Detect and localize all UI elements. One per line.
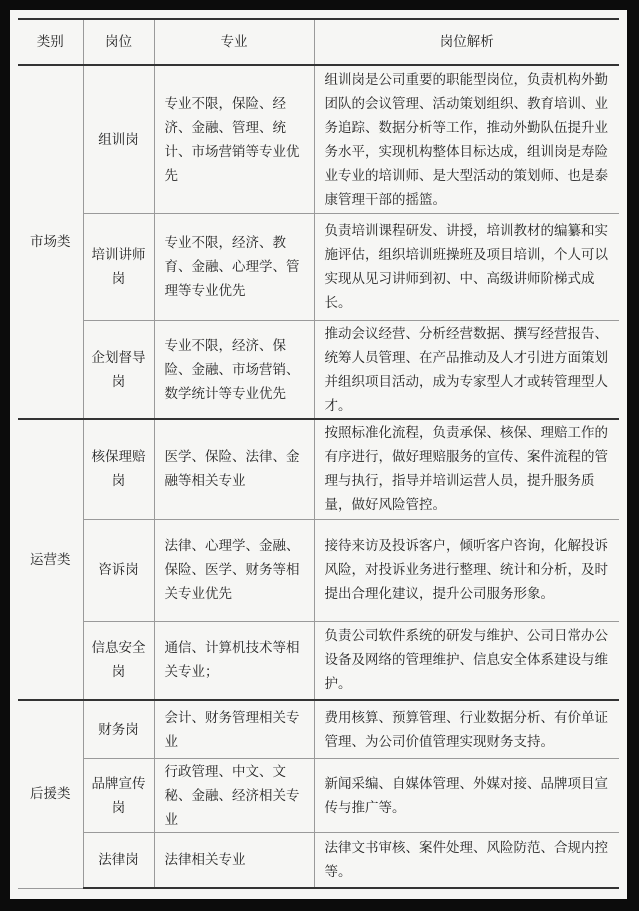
position-cell: 品牌宣传岗: [83, 759, 154, 833]
document-page: [10, 10, 627, 899]
analysis-cell: 负责公司软件系统的研发与维护、公司日常办公设备及网络的管理维护、信息安全体系建设与维护。: [314, 621, 619, 700]
position-cell: 信息安全岗: [83, 621, 154, 700]
table-row: [18, 621, 619, 700]
position-cell: 咨诉岗: [83, 519, 154, 621]
major-cell: 会计、财务管理相关专业: [154, 700, 314, 759]
table-row: [18, 214, 619, 321]
analysis-cell: 法律文书审核、案件处理、风险防范、合规内控等。: [314, 832, 619, 888]
analysis-cell: 组训岗是公司重要的职能型岗位，负责机构外勤团队的会议管理、活动策划组织、教育培训、业务追踪、数据分析等工作，推动外勤队伍提升业务水平，实现机构整体目标达成，组训岗是寿险业专业的培训师、是大型活动的策划师、也是泰康管理干部的摇篮。: [314, 65, 619, 214]
analysis-cell: 负责培训课程研发、讲授，培训教材的编纂和实施评估，组织培训班操班及项目培训，个人可以实现从见习讲师到初、中、高级讲师阶梯式成长。: [314, 214, 619, 321]
major-cell: 专业不限，经济、教育、金融、心理学、管理等专业优先: [154, 214, 314, 321]
category-cell: 后援类: [18, 700, 83, 888]
major-cell: 行政管理、中文、文秘、金融、经济相关专业: [154, 759, 314, 833]
table-row: [18, 65, 619, 214]
major-cell: 专业不限，经济、保险、金融、市场营销、数学统计等专业优先: [154, 321, 314, 420]
header-analysis: 岗位解析: [314, 19, 619, 65]
position-cell: 核保理赔岗: [83, 419, 154, 519]
major-cell: 法律、心理学、金融、保险、医学、财务等相关专业优先: [154, 519, 314, 621]
position-cell: 法律岗: [83, 832, 154, 888]
analysis-cell: 新闻采编、自媒体管理、外媒对接、品牌项目宣传与推广等。: [314, 759, 619, 833]
major-cell: 专业不限，保险、经济、金融、管理、统计、市场营销等专业优先: [154, 65, 314, 214]
table-row: [18, 759, 619, 833]
table-row: [18, 700, 619, 759]
header-category: 类别: [18, 19, 83, 65]
position-cell: 组训岗: [83, 65, 154, 214]
major-cell: 通信、计算机技术等相关专业；: [154, 621, 314, 700]
position-cell: 培训讲师岗: [83, 214, 154, 321]
position-table: [18, 18, 619, 889]
analysis-cell: 接待来访及投诉客户，倾听客户咨询，化解投诉风险，对投诉业务进行整理、统计和分析，及时提出合理化建议，提升公司服务形象。: [314, 519, 619, 621]
analysis-cell: 费用核算、预算管理、行业数据分析、有价单证管理、为公司价值管理实现财务支持。: [314, 700, 619, 759]
table-row: [18, 419, 619, 519]
category-cell: 市场类: [18, 65, 83, 419]
table-row: [18, 832, 619, 888]
analysis-cell: 按照标准化流程，负责承保、核保、理赔工作的有序进行，做好理赔服务的宣传、案件流程的管理与执行，指导并培训运营人员，提升服务质量，做好风险管控。: [314, 419, 619, 519]
table-row: [18, 519, 619, 621]
analysis-cell: 推动会议经营、分析经营数据、撰写经营报告、统筹人员管理、在产品推动及人才引进方面策划并组织项目活动，成为专家型人才或转管理型人才。: [314, 321, 619, 420]
header-position: 岗位: [83, 19, 154, 65]
table-row: [18, 321, 619, 420]
header-row: [18, 19, 619, 65]
position-cell: 企划督导岗: [83, 321, 154, 420]
category-cell: 运营类: [18, 419, 83, 700]
header-major: 专业: [154, 19, 314, 65]
position-cell: 财务岗: [83, 700, 154, 759]
major-cell: 法律相关专业: [154, 832, 314, 888]
major-cell: 医学、保险、法律、金融等相关专业: [154, 419, 314, 519]
